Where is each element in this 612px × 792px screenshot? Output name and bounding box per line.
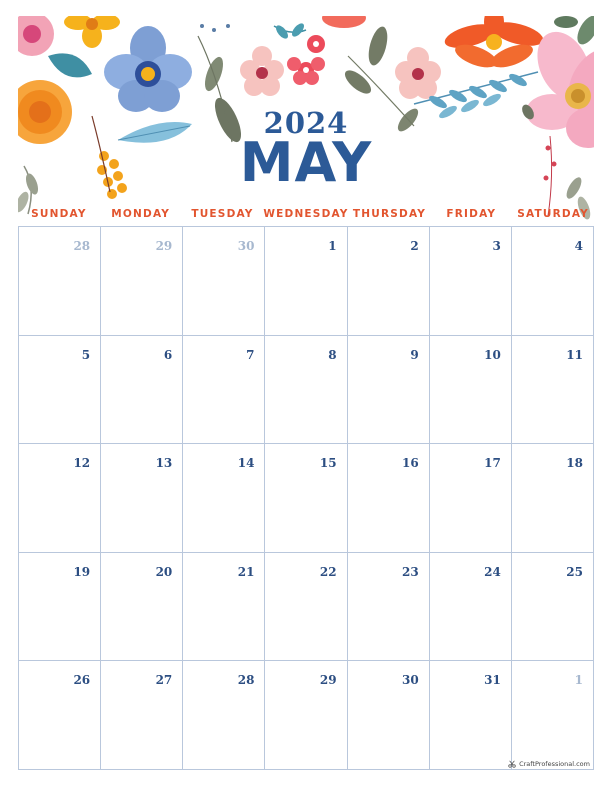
- day-cell: [265, 444, 347, 553]
- day-number: 12: [73, 456, 91, 471]
- day-number: 6: [163, 347, 173, 362]
- leaves-teal-center: [274, 21, 306, 40]
- day-cell: [19, 661, 101, 770]
- day-number: 18: [566, 456, 583, 471]
- day-number: 22: [319, 564, 337, 579]
- flower-orange-large: [442, 16, 545, 72]
- weekday-header-row: [18, 206, 594, 222]
- flower-pink-small-1: [240, 46, 284, 96]
- day-number: 28: [237, 673, 255, 688]
- day-number: 3: [492, 239, 501, 253]
- day-cell: [101, 661, 183, 770]
- day-number: 28: [73, 239, 91, 253]
- day-cell: [430, 661, 512, 770]
- day-cell: [101, 553, 183, 662]
- watermark: [508, 760, 590, 768]
- day-cell: [183, 553, 265, 662]
- day-cell: [512, 444, 594, 553]
- day-cell: [19, 336, 101, 445]
- day-cell: [430, 553, 512, 662]
- day-number: 26: [73, 673, 91, 688]
- day-cell: [183, 227, 265, 336]
- day-cell: [183, 661, 265, 770]
- day-number: 24: [484, 564, 501, 579]
- day-number: 1: [328, 239, 337, 253]
- flower-pink-left: [18, 16, 54, 56]
- day-number: 15: [319, 456, 337, 471]
- calendar-year: 2024: [263, 106, 349, 140]
- day-cell: [101, 336, 183, 445]
- flower-yellow-top: [64, 16, 120, 48]
- calendar-month-title: MAY: [239, 131, 373, 194]
- day-number: 19: [73, 564, 91, 579]
- day-number: 7: [246, 347, 255, 362]
- flower-coral-top: [322, 16, 366, 28]
- day-number: 14: [237, 456, 255, 471]
- flower-pink-small-2: [395, 47, 441, 99]
- day-number: 29: [155, 239, 173, 253]
- weekday-label: WEDNESDAY: [263, 208, 349, 220]
- calendar-grid: [18, 226, 594, 770]
- day-number: 31: [484, 673, 501, 688]
- leaf-teal-left: [48, 53, 92, 77]
- day-cell: [430, 227, 512, 336]
- day-cell: [512, 553, 594, 662]
- day-number: 9: [410, 347, 419, 362]
- day-number: 10: [484, 347, 501, 362]
- day-number: 4: [574, 239, 583, 253]
- day-cell: [348, 661, 430, 770]
- scissors-icon: [508, 760, 516, 768]
- day-number: 21: [237, 564, 255, 579]
- day-cell: [265, 661, 347, 770]
- watermark-text: CraftProfessional.com: [519, 760, 590, 768]
- weekday-label: FRIDAY: [446, 208, 497, 220]
- day-cell: [512, 336, 594, 445]
- day-cell: [101, 227, 183, 336]
- day-number: 17: [484, 456, 501, 471]
- weekday-label: TUESDAY: [191, 208, 254, 220]
- day-number: 16: [402, 456, 419, 471]
- day-cell: [265, 227, 347, 336]
- day-number: 5: [81, 347, 91, 362]
- day-cell: [348, 227, 430, 336]
- day-cell: [512, 661, 594, 770]
- day-cell: [348, 553, 430, 662]
- day-number: 11: [566, 347, 583, 362]
- day-cell: [430, 336, 512, 445]
- day-number: 27: [155, 673, 173, 688]
- day-cell: [183, 444, 265, 553]
- weekday-label: THURSDAY: [352, 208, 427, 220]
- day-number: 13: [155, 456, 173, 471]
- weekday-label: SATURDAY: [517, 208, 589, 220]
- day-cell: [101, 444, 183, 553]
- day-cell: [19, 444, 101, 553]
- day-number: 29: [319, 673, 337, 688]
- day-number: 1: [574, 673, 583, 688]
- day-cell: [348, 444, 430, 553]
- day-cell: [265, 553, 347, 662]
- day-number: 25: [566, 564, 583, 579]
- day-cell: [183, 336, 265, 445]
- day-number: 20: [155, 564, 173, 579]
- day-cell: [348, 336, 430, 445]
- day-cell: [512, 227, 594, 336]
- day-cell: [430, 444, 512, 553]
- day-cell: [265, 336, 347, 445]
- day-number: 23: [402, 564, 419, 579]
- day-number: 2: [410, 239, 419, 253]
- day-number: 30: [237, 239, 255, 253]
- day-cell: [19, 227, 101, 336]
- flower-red-small: [287, 35, 325, 85]
- weekday-label: MONDAY: [111, 208, 171, 220]
- day-number: 8: [328, 347, 337, 362]
- day-cell: [19, 553, 101, 662]
- flower-blue-large: [104, 26, 192, 112]
- day-number: 30: [402, 673, 419, 688]
- weekday-label: SUNDAY: [31, 208, 87, 220]
